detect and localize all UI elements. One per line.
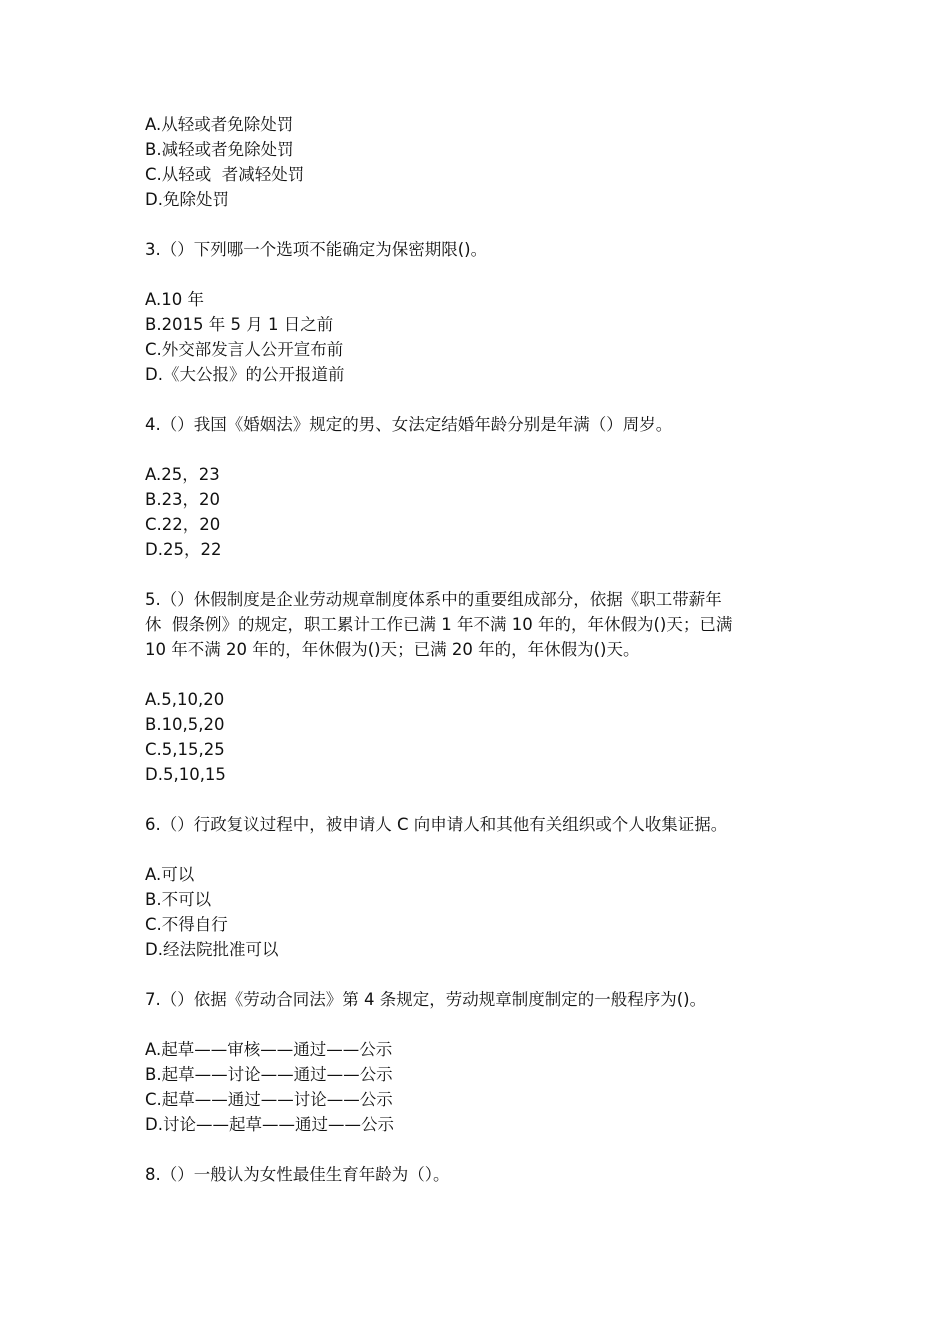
- question-text: 3.（）下列哪一个选项不能确定为保密期限()。: [145, 240, 488, 259]
- option-d: D.讨论——起草——通过——公示: [145, 1115, 394, 1134]
- question-6: [145, 812, 825, 837]
- option-c: C.外交部发言人公开宣布前: [145, 340, 344, 359]
- option-a: A.起草——审核——通过——公示: [145, 1040, 393, 1059]
- option-list: [145, 112, 825, 212]
- question-text-line-2: 休 假条例》的规定，职工累计工作已满 1 年不满 10 年的，年休假为()天；已满: [145, 615, 733, 634]
- option-d: D.免除处罚: [145, 190, 229, 209]
- option-a: A.5,10,20: [145, 690, 225, 709]
- option-b: B.减轻或者免除处罚: [145, 140, 294, 159]
- option-b: B.不可以: [145, 890, 212, 909]
- option-d: D.5,10,15: [145, 765, 226, 784]
- document-page: [145, 112, 825, 1187]
- option-list: [145, 862, 825, 962]
- option-d: D.《大公报》的公开报道前: [145, 365, 345, 384]
- option-c: C.从轻或 者减轻处罚: [145, 165, 305, 184]
- question-4: [145, 412, 825, 437]
- option-a: A.可以: [145, 865, 195, 884]
- option-b: B.2015 年 5 月 1 日之前: [145, 315, 334, 334]
- question-text-line-1: 5.（）休假制度是企业劳动规章制度体系中的重要组成部分，依据《职工带薪年: [145, 590, 722, 609]
- option-list: [145, 287, 825, 387]
- option-a: A.10 年: [145, 290, 204, 309]
- question-8: [145, 1162, 825, 1187]
- question-3: [145, 237, 825, 262]
- question-7: [145, 987, 825, 1012]
- option-a: A.从轻或者免除处罚: [145, 115, 294, 134]
- option-b: B.23，20: [145, 490, 221, 509]
- option-d: D.25，22: [145, 540, 222, 559]
- question-5: [145, 587, 825, 662]
- option-c: C.不得自行: [145, 915, 228, 934]
- option-b: B.10,5,20: [145, 715, 225, 734]
- option-list: [145, 687, 825, 787]
- option-c: C.起草——通过——讨论——公示: [145, 1090, 393, 1109]
- option-list: [145, 1037, 825, 1137]
- question-text: 7.（）依据《劳动合同法》第 4 条规定，劳动规章制度制定的一般程序为()。: [145, 990, 707, 1009]
- option-list: [145, 462, 825, 562]
- option-c: C.5,15,25: [145, 740, 225, 759]
- question-text: 6.（）行政复议过程中，被申请人 C 向申请人和其他有关组织或个人收集证据。: [145, 815, 728, 834]
- question-text-line-3: 10 年不满 20 年的，年休假为()天；已满 20 年的，年休假为()天。: [145, 640, 640, 659]
- option-d: D.经法院批准可以: [145, 940, 279, 959]
- question-text: 4.（）我国《婚姻法》规定的男、女法定结婚年龄分别是年满（）周岁。: [145, 415, 673, 434]
- option-a: A.25，23: [145, 465, 220, 484]
- option-b: B.起草——讨论——通过——公示: [145, 1065, 393, 1084]
- question-text: 8.（）一般认为女性最佳生育年龄为（）。: [145, 1165, 450, 1184]
- option-c: C.22，20: [145, 515, 221, 534]
